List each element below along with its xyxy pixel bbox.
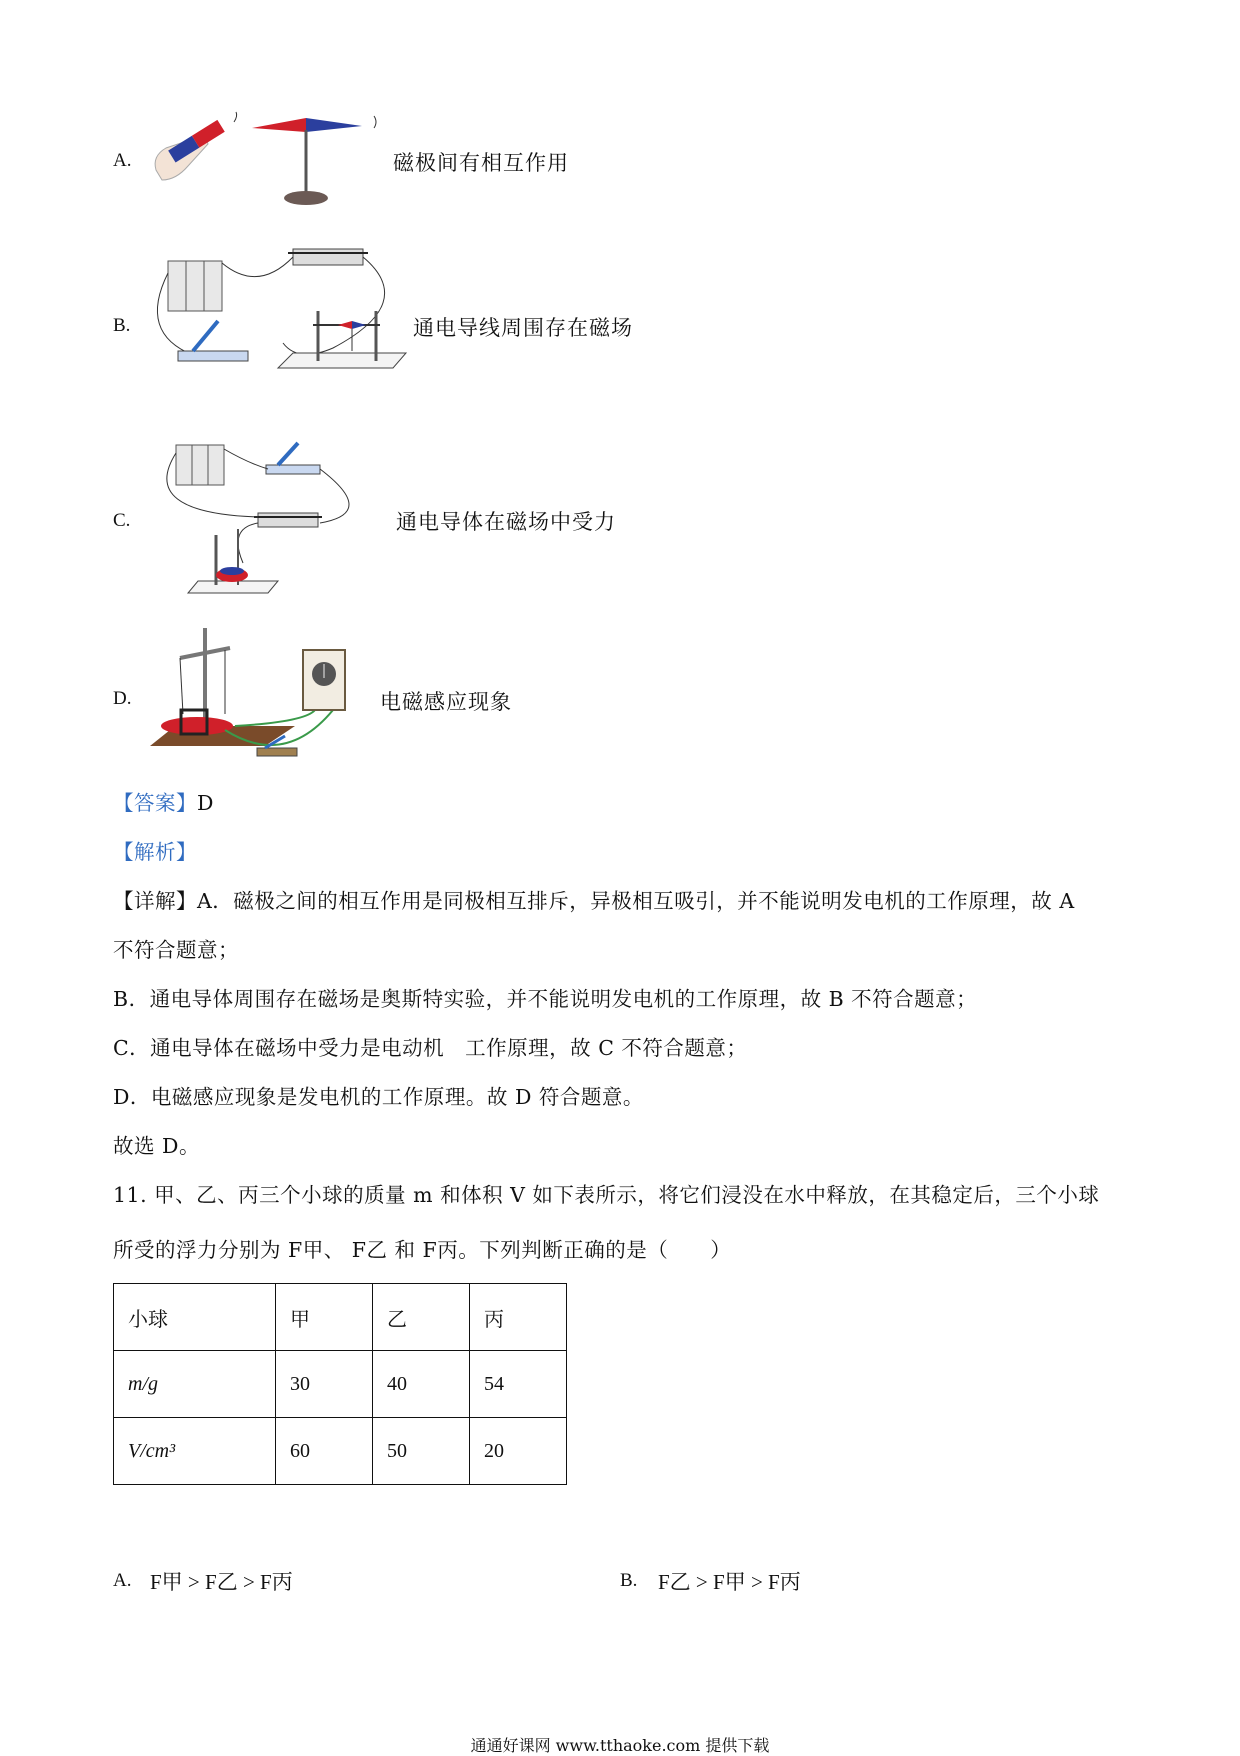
- table-cell: 50: [373, 1418, 470, 1485]
- question-line-2: 所受的浮力分别为 F甲、 F乙 和 F丙。下列判断正确的是（ ）: [113, 1238, 732, 1262]
- detail-line-2: 不符合题意；: [113, 938, 239, 962]
- option-d-label: D.: [113, 688, 132, 709]
- table-row-label: V/cm³: [114, 1418, 276, 1485]
- table-cell: 54: [470, 1351, 567, 1418]
- answer-line: [113, 793, 214, 814]
- table-header-cell: 丙: [470, 1284, 567, 1351]
- detail-line-1: [113, 891, 1075, 912]
- magnet-compass-image: [148, 108, 388, 208]
- choice-a-label: A.: [113, 1570, 132, 1591]
- option-a-caption: 磁极间有相互作用: [393, 151, 569, 175]
- analysis-tag: 【解析】: [113, 840, 197, 864]
- detail-text-1: A．磁极之间的相互作用是同极相互排斥，异极相互吸引，并不能说明发电机的工作原理，故 A: [197, 889, 1075, 913]
- table-cell: 60: [276, 1418, 373, 1485]
- detail-line-6: 故选 D。: [113, 1134, 200, 1158]
- option-c-label: C.: [113, 510, 131, 531]
- table-header-cell: 小球: [114, 1284, 276, 1351]
- table-cell: 30: [276, 1351, 373, 1418]
- table-row: [114, 1351, 567, 1418]
- option-a-label: A.: [113, 150, 132, 171]
- option-d-caption: 电磁感应现象: [380, 690, 512, 714]
- electromagnetic-induction-image: [145, 618, 360, 763]
- mass-volume-table: [113, 1283, 567, 1485]
- option-c-caption: 通电导体在磁场中受力: [396, 510, 616, 534]
- choice-b-text: F乙 > F甲 > F丙: [658, 1570, 801, 1594]
- detail-line-4: C．通电导体在磁场中受力是电动机 工作原理，故 C 不符合题意；: [113, 1036, 748, 1060]
- table-header-cell: 甲: [276, 1284, 373, 1351]
- detail-line-3: B．通电导体周围存在磁场是奥斯特实验，并不能说明发电机的工作原理，故 B 不符合题意；: [113, 987, 978, 1011]
- motor-principle-image: [148, 433, 358, 598]
- answer-value: D: [197, 791, 214, 815]
- table-row: [114, 1418, 567, 1485]
- detail-line-5: D．电磁感应现象是发电机的工作原理。故 D 符合题意。: [113, 1085, 644, 1109]
- question-line-1: 11. 甲、乙、丙三个小球的质量 m 和体积 V 如下表所示，将它们浸没在水中释放，在其稳定后，三个小球: [113, 1183, 1100, 1207]
- table-cell: 20: [470, 1418, 567, 1485]
- table-header-row: [114, 1284, 567, 1351]
- option-b-label: B.: [113, 315, 131, 336]
- option-b-caption: 通电导线周围存在磁场: [413, 316, 633, 340]
- table-cell: 40: [373, 1351, 470, 1418]
- answer-tag: 【答案】: [113, 791, 197, 815]
- detail-tag: 【详解】: [113, 889, 197, 913]
- oersted-experiment-image: [148, 243, 408, 408]
- choice-a-text: F甲 > F乙 > F丙: [150, 1570, 293, 1594]
- choice-b-label: B.: [620, 1570, 638, 1591]
- page-footer: 通通好课网 www.tthaoke.com 提供下载: [470, 1736, 770, 1755]
- table-row-label: m/g: [114, 1351, 276, 1418]
- table-header-cell: 乙: [373, 1284, 470, 1351]
